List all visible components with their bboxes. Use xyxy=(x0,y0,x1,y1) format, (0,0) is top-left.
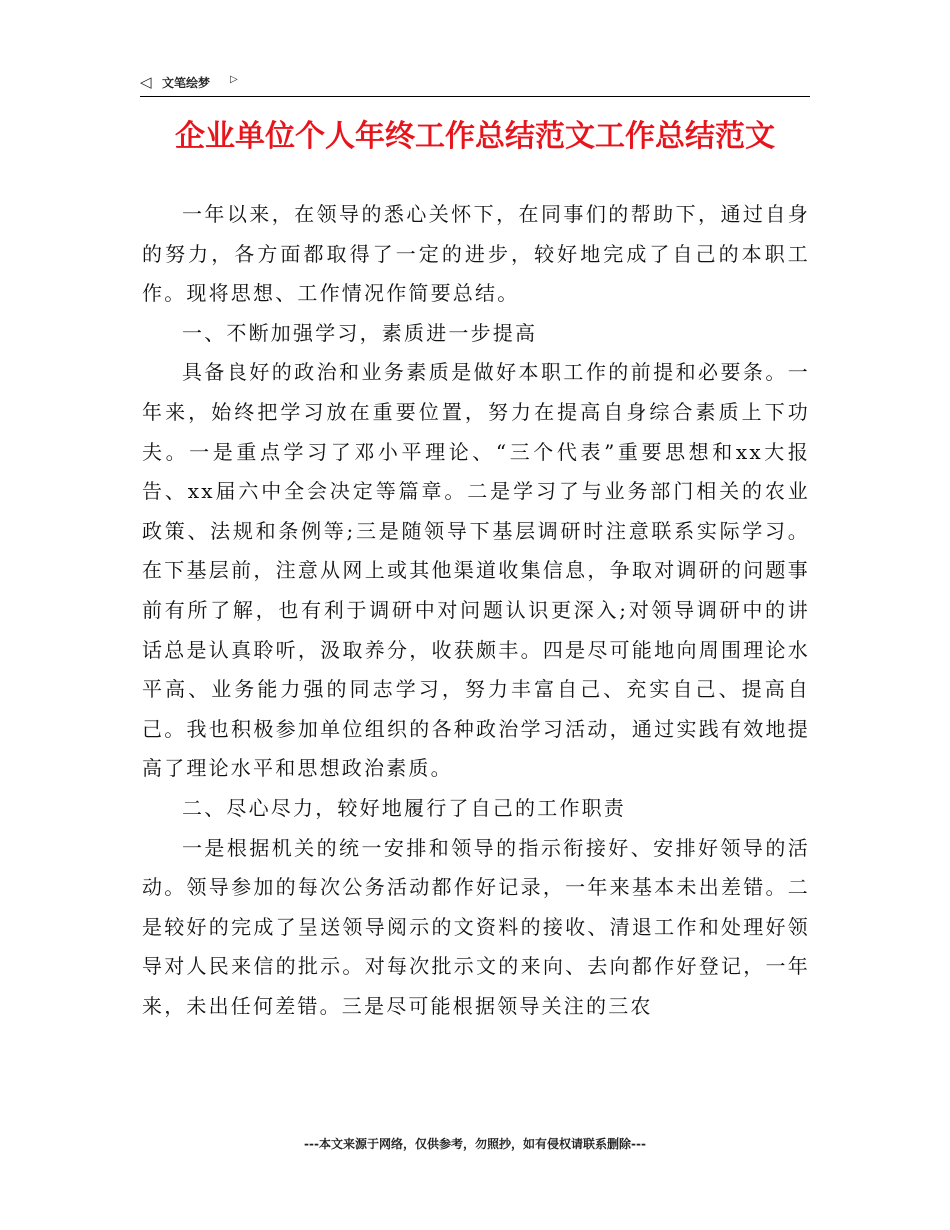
intro-paragraph: 一年以来，在领导的悉心关怀下，在同事们的帮助下，通过自身的努力，各方面都取得了一定的进步，较好地完成了自己的本职工作。现将思想、工作情况作简要总结。 xyxy=(142,202,810,306)
source-disclaimer: ---本文来源于网络，仅供参考，勿照抄，如有侵权请联系删除--- xyxy=(304,1137,646,1151)
document-title: 企业单位个人年终工作总结范文工作总结范文 xyxy=(175,119,775,154)
section-1-paragraph: 具备良好的政治和业务素质是做好本职工作的前提和必要条。一年来，始终把学习放在重要位置，努力在提高自身综合素质上下功夫。一是重点学习了邓小平理论、“三个代表”重要思想和xx大报告、xx届六中全会决定等篇章。二是学习了与业务部门相关的农业政策、法规和条例等;三是随领导下基层调研时注意联系实际学习。在下基层前，注意从网上或其他渠道收集信息，争取对调研的问题事前有所了解，也有利于调研中对问题认识更深入;对领导调研中的讲话总是认真聆听，汲取养分，收获颇丰。四是尽可能地向周围理论水平高、业务能力强的同志学习，努力丰富自己、充实自己、提高自己。我也积极参加单位组织的各种政治学习活动，通过实践有效地提高了理论水平和思想政治素质。 xyxy=(142,360,810,781)
document-body xyxy=(142,195,810,1026)
left-triangle-icon: ◁ xyxy=(140,73,152,91)
section-2-paragraph: 一是根据机关的统一安排和领导的指示衔接好、安排好领导的活动。领导参加的每次公务活动都作好记录，一年来基本未出差错。二是较好的完成了呈送领导阅示的文资料的接收、清退工作和处理好领导对人民来信的批示。对每次批示文的来向、去向都作好登记，一年来，未出任何差错。三是尽可能根据领导关注的三农 xyxy=(142,835,810,1018)
right-triangle-icon: ▷ xyxy=(230,74,238,85)
section-heading-2: 二、尽心尽力，较好地履行了自己的工作职责 xyxy=(182,795,626,820)
brand-name: 文笔绘梦 xyxy=(162,76,211,90)
section-heading-1: 一、不断加强学习，素质进一步提高 xyxy=(182,320,538,345)
page-header xyxy=(140,72,810,97)
